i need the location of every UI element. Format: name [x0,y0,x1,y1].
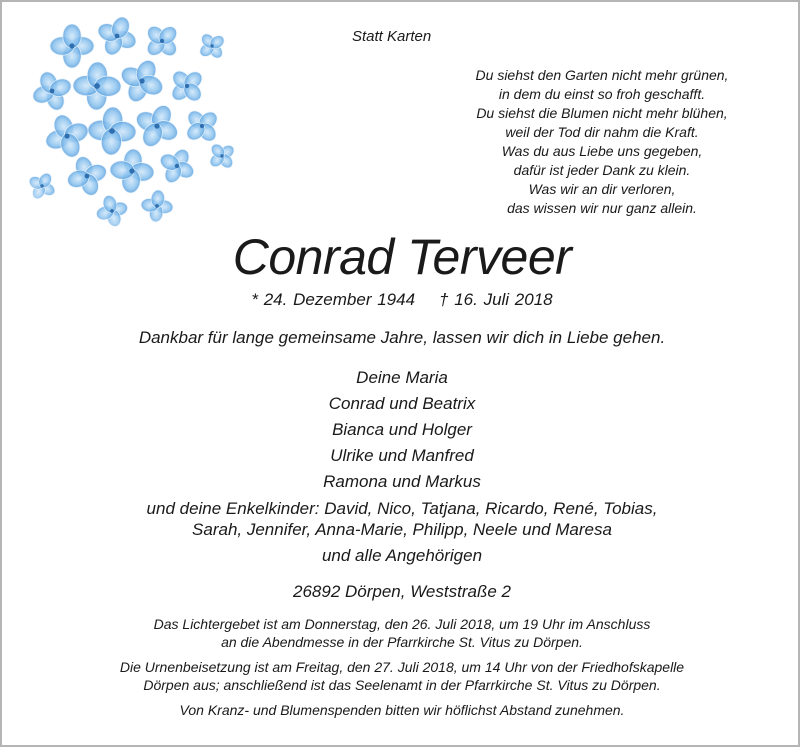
poem-line: in dem du einst so froh geschafft. [498,86,706,102]
statt-karten-label: Statt Karten [352,28,432,45]
address: 26892 Dörpen, Weststraße 2 [293,582,511,601]
life-dates [2,290,800,310]
poem-line: Du siehst die Blumen nicht mehr blühen, [476,105,728,121]
hydrangea-image [12,6,312,256]
notice-burial [2,658,800,694]
poem-line: Was wir an dir verloren, [528,181,676,197]
notice-line: Die Urnenbeisetzung ist am Freitag, den 27. Juli 2018, um 14 Uhr von der Friedhofskapelle [119,659,685,675]
poem-line: Was du aus Liebe uns gegeben, [501,143,703,159]
notice-line: Von Kranz- und Blumenspenden bitten wir höflichst Abstand zunehmen. [179,702,625,718]
mourner: Ulrike und Manfred [330,446,474,465]
mourner: Deine Maria [356,368,448,387]
poem [422,66,782,218]
funeral-notices [2,615,800,726]
birth-date: * 24. Dezember 1944 [251,290,416,309]
mourners-list [2,365,800,569]
grandchildren [2,498,800,540]
mourner: Ramona und Markus [323,472,481,491]
farewell-message: Dankbar für lange gemeinsame Jahre, lassen wir dich in Liebe gehen. [138,328,666,347]
mourner: Conrad und Beatrix [328,394,476,413]
relatives: und alle Angehörigen [321,546,483,565]
notice-donations [2,701,800,719]
mourner: Bianca und Holger [332,420,472,439]
notice-line: an die Abendmesse in der Pfarrkirche St. Vitus zu Dörpen. [221,634,583,650]
poem-line: dafür ist jeder Dank zu klein. [513,162,691,178]
poem-line: weil der Tod dir nahm die Kraft. [505,124,699,140]
grandchildren-line: Sarah, Jennifer, Anna-Marie, Philipp, Neele und Maresa [192,520,612,539]
deceased-name: Conrad Terveer [232,229,572,285]
grandchildren-line: und deine Enkelkinder: David, Nico, Tatjana, Ricardo, René, Tobias, [146,499,658,518]
poem-line: das wissen wir nur ganz allein. [507,200,697,216]
notice-prayer [2,615,800,651]
notice-line: Das Lichtergebet ist am Donnerstag, den 26. Juli 2018, um 19 Uhr im Anschluss [153,616,651,632]
poem-line: Du siehst den Garten nicht mehr grünen, [475,67,729,83]
notice-line: Dörpen aus; anschließend ist das Seelenamt in der Pfarrkirche St. Vitus zu Dörpen. [143,677,661,693]
death-date: † 16. Juli 2018 [439,290,553,309]
